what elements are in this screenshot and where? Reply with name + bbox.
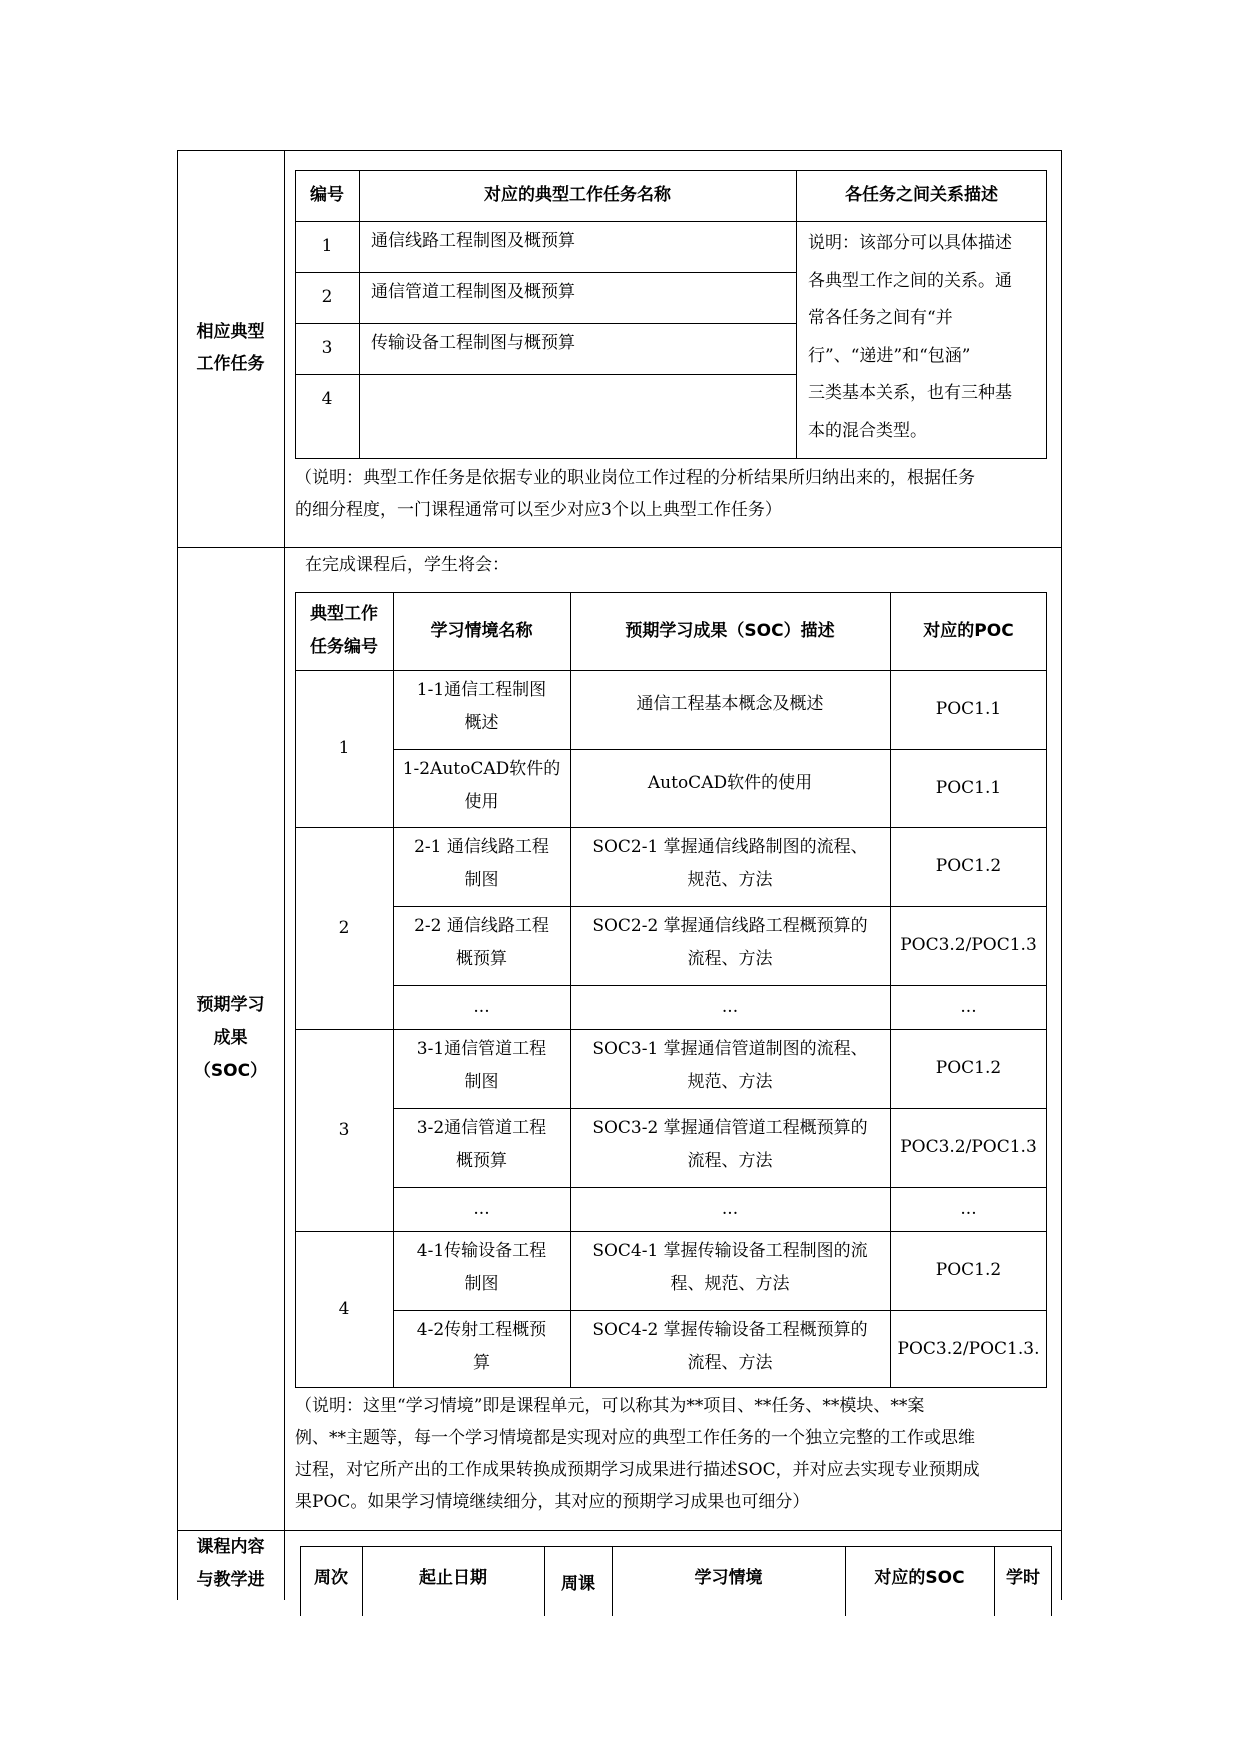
tasks-row-name: [359, 374, 796, 382]
soc-header-poc: 对应的POC: [923, 620, 1014, 641]
soc-description-cell: AutoCAD软件的使用: [647, 773, 813, 793]
soc-poc-cell: POC3.2/POC1.3.: [897, 1338, 1040, 1359]
schedule-header-week: 周次: [314, 1567, 348, 1588]
soc-description-cell: 通信工程基本概念及概述: [636, 694, 824, 714]
tasks-row-no: 2: [321, 287, 333, 307]
soc-situation-cell: 2-1 通信线路工程 制图: [414, 837, 549, 890]
soc-description-cell: SOC3-1 掌握通信管道制图的流程、 规范、方法: [592, 1039, 868, 1092]
schedule-header-soc: 对应的SOC: [874, 1567, 965, 1588]
soc-situation-cell: 2-2 通信线路工程 概预算: [414, 916, 549, 969]
soc-poc-cell: POC1.1: [935, 777, 1002, 798]
soc-situation-cell: ...: [473, 996, 490, 1017]
soc-description-cell: SOC4-2 掌握传输设备工程概预算的 流程、方法: [592, 1320, 868, 1373]
section-divider-2: [177, 1530, 1062, 1531]
tasks-row-name: 传输设备工程制图与概预算: [371, 333, 575, 353]
soc-situation-cell: ...: [473, 1198, 490, 1219]
soc-situation-cell: 3-1通信管道工程 制图: [416, 1039, 547, 1092]
soc-task-no: 4: [338, 1299, 350, 1319]
schedule-header-dates: 起止日期: [419, 1567, 487, 1588]
tasks-note: （说明：典型工作任务是依据专业的职业岗位工作过程的分析结果所归纳出来的，根据任务 的细分程度，一门课程通常可以至少对应3个以上典型工作任务）: [295, 468, 975, 520]
soc-description-cell: SOC3-2 掌握通信管道工程概预算的 流程、方法: [592, 1118, 868, 1171]
label-column-divider: [284, 150, 285, 1600]
tasks-header-name: 对应的典型工作任务名称: [484, 185, 671, 205]
tasks-header-relation: 各任务之间关系描述: [845, 185, 998, 205]
schedule-header-hours: 学时: [1006, 1567, 1040, 1588]
soc-situation-cell: 4-1传输设备工程 制图: [416, 1241, 547, 1294]
soc-description-cell: ...: [721, 996, 739, 1017]
soc-intro: 在完成课程后，学生将会：: [305, 555, 509, 575]
tasks-row-no: 1: [321, 236, 333, 256]
soc-task-no: 2: [338, 917, 350, 938]
soc-description-cell: SOC2-1 掌握通信线路制图的流程、 规范、方法: [592, 837, 868, 890]
section-divider-1: [177, 547, 1062, 548]
soc-description-cell: SOC2-2 掌握通信线路工程概预算的 流程、方法: [592, 916, 868, 969]
label-typical-tasks: 相应典型 工作任务: [196, 322, 265, 374]
soc-poc-cell: POC1.1: [935, 699, 1002, 719]
schedule-header-weekly-class: 周课: [561, 1573, 595, 1594]
soc-situation-cell: 1-1通信工程制图 概述: [416, 680, 547, 733]
soc-poc-cell: ...: [960, 996, 977, 1017]
soc-header-task-no: 典型工作 任务编号: [310, 604, 378, 657]
tasks-row-name: 通信管道工程制图及概预算: [371, 282, 575, 302]
tasks-row-no: 3: [321, 338, 333, 358]
soc-poc-cell: POC3.2/POC1.3: [900, 935, 1037, 955]
soc-situation-cell: 4-2传射工程概预 算: [416, 1320, 547, 1373]
soc-header-situation: 学习情境名称: [430, 620, 533, 641]
schedule-header-situation: 学习情境: [694, 1567, 763, 1588]
tasks-header-no: 编号: [310, 185, 344, 205]
tasks-relation-description: 说明：该部分可以具体描述 各典型工作之间的关系。通 常各任务之间有“并 行”、“递进”和“包涵” 三类基本关系，也有三种基 本的混合类型。: [808, 233, 1012, 441]
label-soc: 预期学习 成果 （SOC）: [193, 995, 268, 1081]
soc-poc-cell: POC1.2: [935, 1260, 1002, 1280]
soc-task-no: 1: [338, 738, 350, 758]
soc-note: （说明：这里“学习情境”即是课程单元，可以称其为**项目、**任务、**模块、**案 例、**主题等，每一个学习情境都是实现对应的典型工作任务的一个独立完整的工作或思维 过程，对它所产出的工作成果转换成预期学习成果进行描述SOC，并对应去实现专业预期成 果POC。如果学习情境继续细分，其对应的预期学习成果也可细分）: [295, 1396, 980, 1512]
soc-poc-cell: POC3.2/POC1.3: [900, 1137, 1037, 1157]
soc-poc-cell: POC1.2: [935, 856, 1002, 876]
soc-description-cell: SOC4-1 掌握传输设备工程制图的流 程、规范、方法: [592, 1241, 868, 1294]
soc-situation-cell: 1-2AutoCAD软件的 使用: [402, 759, 561, 812]
soc-poc-cell: POC1.2: [935, 1058, 1002, 1078]
soc-description-cell: ...: [721, 1198, 739, 1219]
tasks-row-name: 通信线路工程制图及概预算: [371, 231, 575, 251]
soc-header-soc: 预期学习成果（SOC）描述: [625, 620, 835, 641]
soc-situation-cell: 3-2通信管道工程 概预算: [416, 1118, 547, 1171]
label-course-content: 课程内容 与教学进: [196, 1537, 265, 1590]
tasks-row-no: 4: [321, 389, 333, 409]
soc-task-no: 3: [338, 1119, 350, 1140]
soc-poc-cell: ...: [960, 1198, 977, 1219]
